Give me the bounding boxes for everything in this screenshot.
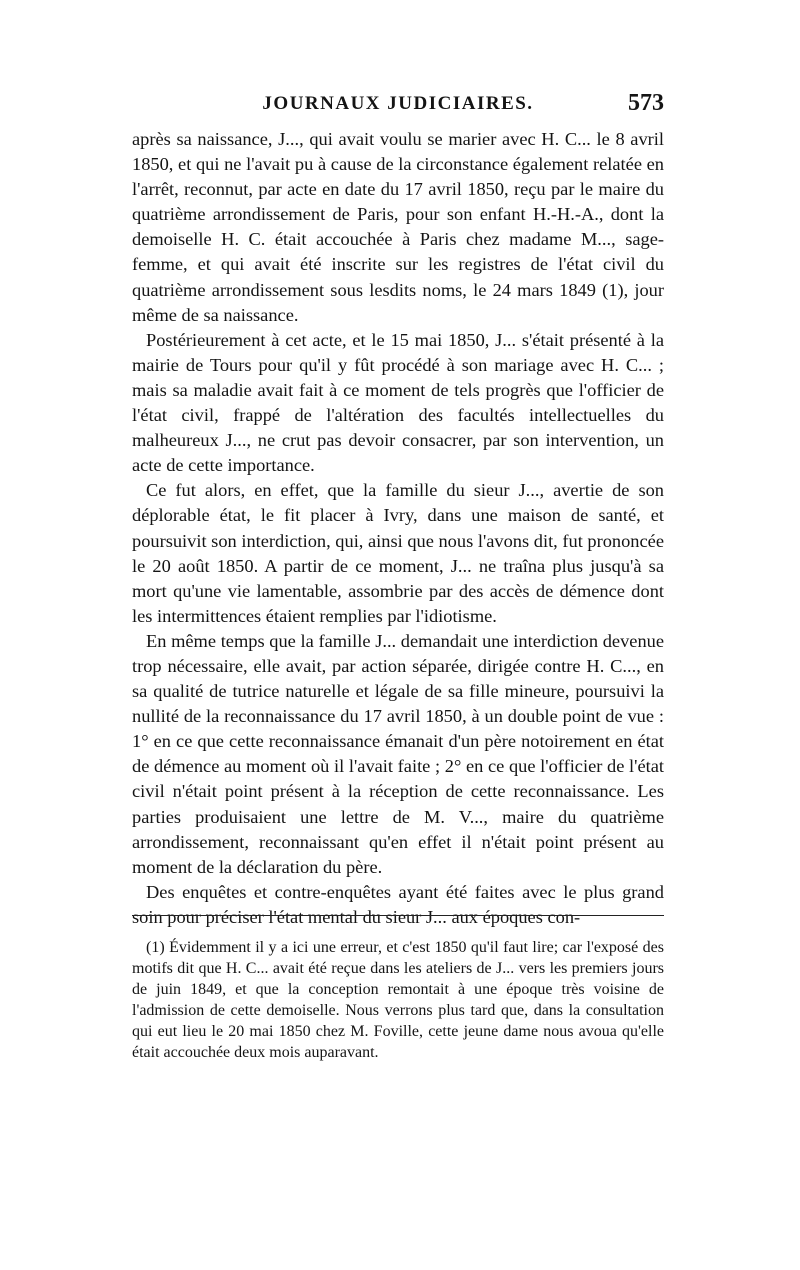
footnote-rule <box>132 915 664 916</box>
running-title: JOURNAUX JUDICIAIRES. <box>262 93 534 114</box>
paragraph-3: Ce fut alors, en effet, que la famille du sieur J..., avertie de son déplorable état, le fit placer à Ivry, dans une maison de santé, et poursuivit son interdiction, qui, ainsi que nous l'avons dit, fut prononcée le 20 août 1850. A partir de ce moment, J... ne traîna plus jusqu'à sa mort qu'une vie lamentable, assombrie par des accès de démence dont les intermittences étaient remplies par l'idiotisme. <box>132 480 664 626</box>
page-number: 573 <box>628 90 664 116</box>
footnotes <box>132 937 664 1063</box>
paragraph-4: En même temps que la famille J... demandait une interdiction devenue trop nécessaire, elle avait, par action séparée, dirigée contre H. C..., en sa qualité de tutrice naturelle et légale de sa fille mineure, poursuivi la nullité de la reconnaissance du 17 avril 1850, à un double point de vue : 1° en ce que cette reconnaissance émanait d'un père notoirement en état de démence au moment où il l'avait faite ; 2° en ce que l'officier de l'état civil n'était point présent à la réception de cette reconnaissance. Les parties produisaient une lettre de M. V..., maire du quatrième arrondissement, reconnaissant qu'en effet il n'était point présent au moment de la déclaration du père. <box>132 630 664 877</box>
paragraph-2: Postérieurement à cet acte, et le 15 mai 1850, J... s'était présenté à la mairie de Tours pour qu'il y fût procédé à son mariage avec H. C... ; mais sa maladie avait fait à ce moment de tels progrès que l'officier de l'état civil, frappé de l'altération des facultés intellectuelles du malheureux J..., ne crut pas devoir consacrer, par son intervention, un acte de cette importance. <box>132 329 664 476</box>
footnote-1: (1) Évidemment il y a ici une erreur, et c'est 1850 qu'il faut lire; car l'exposé des motifs dit que H. C... avait été reçue dans les ateliers de J... vers les premiers jours de juin 1849, et que la conception remontait à une époque très voisine de l'admission de cette demoiselle. Nous verrons plus tard que, dans la consultation qui eut lieu le 20 mai 1850 chez M. Foville, cette jeune dame nous avoua qu'elle était accouchée deux mois auparavant. <box>132 939 664 1061</box>
body-text <box>132 127 664 930</box>
paragraph-1: après sa naissance, J..., qui avait voulu se marier avec H. C... le 8 avril 1850, et qui ne l'avait pu à cause de la circonstance également relatée en l'arrêt, reconnut, par acte en date du 17 avril 1850, reçu par le maire du quatrième arrondissement de Paris, pour son enfant H.-H.-A., dont la demoiselle H. C. était accouchée à Paris chez madame M..., sage-femme, et qui avait été inscrite sur les registres de l'état civil du quatrième arrondissement sous lesdits noms, le 24 mars 1849 (1), jour même de sa naissance. <box>132 129 664 325</box>
running-head <box>132 90 664 123</box>
paragraph-5: Des enquêtes et contre-enquêtes ayant été faites avec le plus grand soin pour préciser l'état mental du sieur J... aux époques con- <box>132 881 664 927</box>
